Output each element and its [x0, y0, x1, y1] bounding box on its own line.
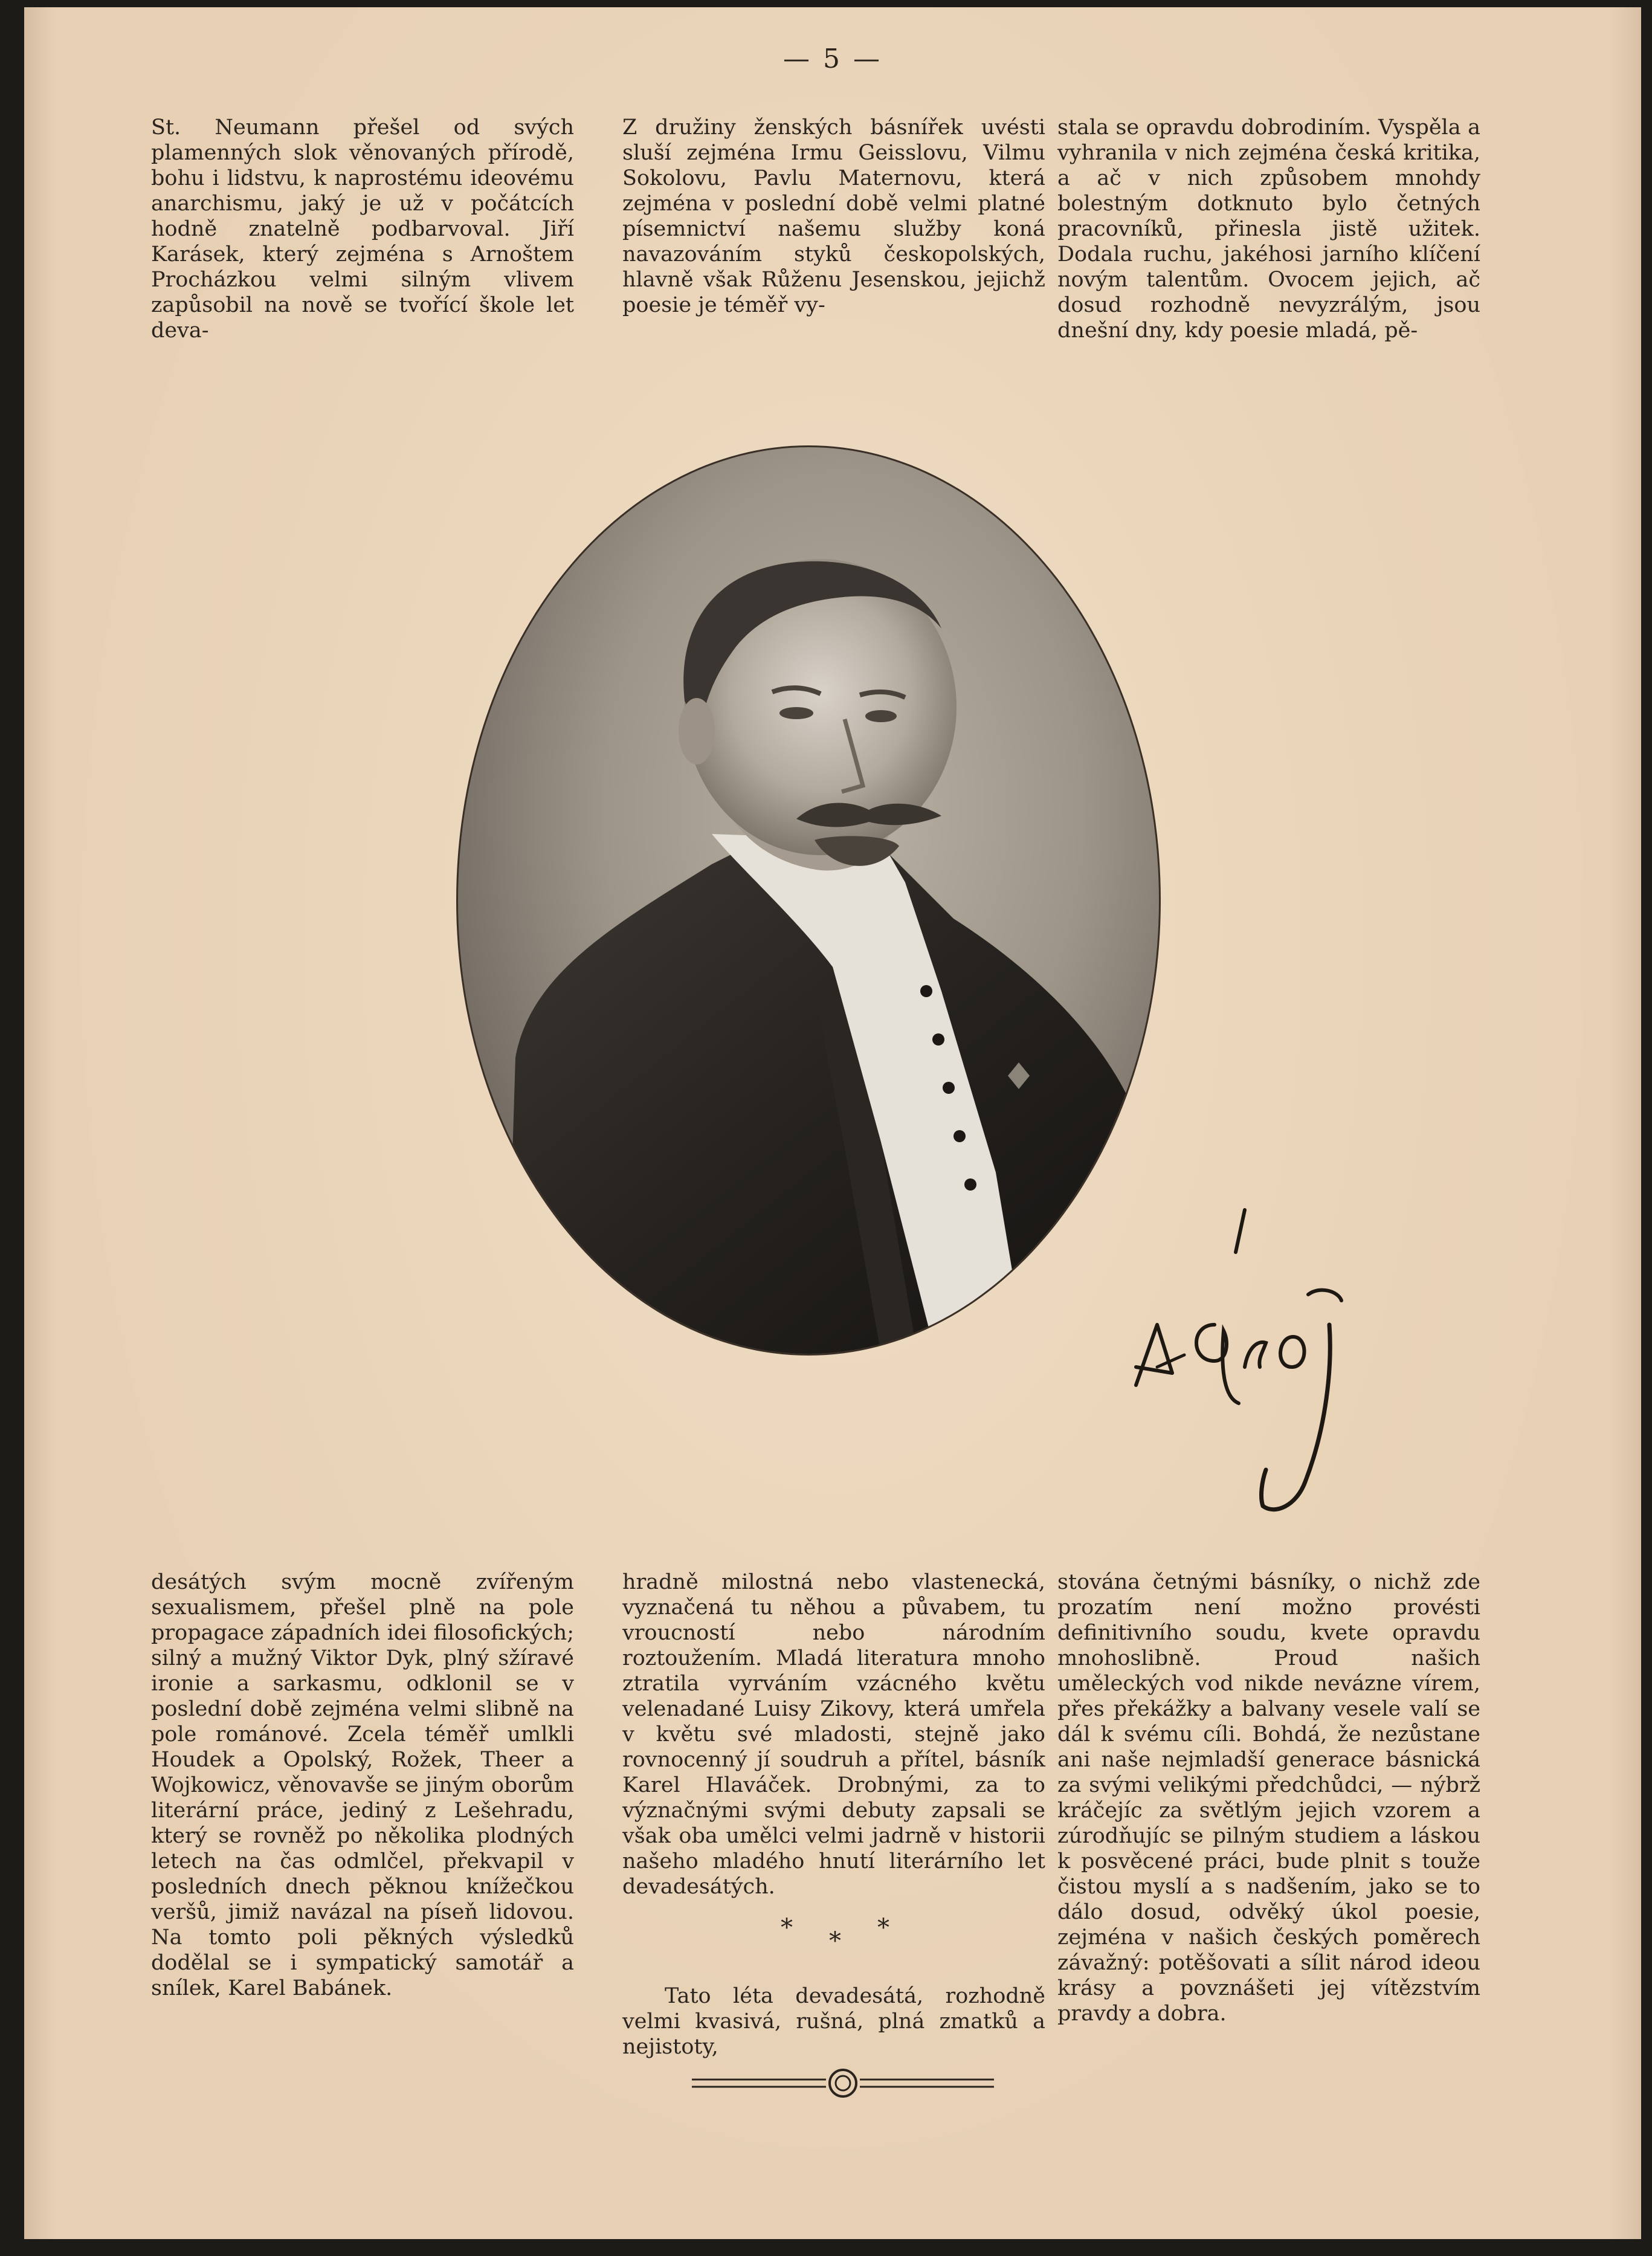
section-break-star: * [877, 1914, 889, 1942]
paragraph: Z družiny ženských básnířek uvésti sluší zejména Irmu Geisslovu, Vilmu Sokolovu, Pavlu Maternovu, která zejména v poslední době velmi platné písemnictví našemu služby koná navazováním styků českopolských, hlavně však Růženu Jesenskou, jejichž poesie je téměř vy- [622, 115, 1045, 317]
paragraph: desátých svým mocně zvířeným sexualismem, přešel plně na pole propagace západních idei filosofických; silný a mužný Viktor Dyk, plný sžíravé ironie a sarkasmu, odklonil se v poslední době zejména velmi slibně na pole románové. Zcela téměř umlkli Houdek a Opolský, Rožek, Theer a Wojkowicz, věnovavše se jiným oborům literární práce, jediný z Lešehradu, který se rovněž po několika plodných letech na čas odmlčel, překvapil v posledních dnech pěknou knížečkou veršů, jimiž navázal na píseň lidovou. Na tomto poli pěkných výsledků dodělal se i sympatický samotář a snílek, Karel Babánek. [151, 1570, 574, 2000]
end-ornament [686, 2065, 1000, 2101]
section-break-star: * [781, 1914, 793, 1942]
paragraph: hradně milostná nebo vlastenecká, vyznačená tu něhou a půvabem, tu vroucností nebo národním roztoužením. Mladá literatura mnoho ztratila vyrváním vzácného květu velenadané Luisy Zikovy, která umřela v květu své mladosti, stejně jako rovnocenný jí soudruh a přítel, básník Karel Hlaváček. Drobnými, za to význačnými svými debuty zapsali se však oba umělci velmi jadrně v historii našeho mladého hnutí literárního let devadesátých. [622, 1570, 1045, 1899]
top-column-1 [151, 115, 574, 357]
bottom-column-2 [622, 1569, 1045, 2041]
paragraph: St. Neumann přešel od svých plamenných slok věnovaných přírodě, bohu i lidstvu, k naprostému ideovému anarchismu, jaký je už v počátcích hodně znatelně podbarvoval. Jiří Karásek, který zejména s Arnoštem Procházkou velmi silným vlivem zapůsobil na nově se tvořící škole let deva- [151, 115, 574, 343]
top-column-3 [1057, 115, 1480, 357]
portrait-photo [456, 445, 1161, 1356]
bottom-column-3 [1057, 1569, 1480, 2041]
paragraph: Tato léta devadesátá, rozhodně velmi kvasivá, rušná, plná zmatků a nejistoty, [622, 1984, 1045, 2059]
bottom-column-2-continued [622, 1983, 1045, 2059]
section-break [622, 1914, 1045, 1968]
top-column-2 [622, 115, 1045, 357]
magazine-page [24, 7, 1641, 2239]
bottom-column-1 [151, 1569, 574, 2041]
signature [1100, 1186, 1390, 1536]
portrait-illustration [458, 447, 1159, 1354]
section-break-star: * [829, 1927, 841, 1955]
page-number: — 5 — [783, 44, 882, 74]
paragraph: stala se opravdu dobrodiním. Vyspěla a vyhranila v nich zejména česká kritika, a ač v nich způsobem mnohdy bolestným dotknuto bylo četných pracovníků, přinesla jistě užitek. Dodala ruchu, jakéhosi jarního klíčení novým talentům. Ovocem jejich, ač dosud rozhodně nevyzrálým, jsou dnešní dny, kdy poesie mladá, pě- [1057, 115, 1480, 343]
paragraph: stována četnými básníky, o nichž zde prozatím není možno provésti definitivního soudu, kvete opravdu mnohoslibně. Proud našich uměleckých vod nikde nevázne vírem, přes překážky a balvany vesele valí se dál k svému cíli. Bohdá, že nezůstane ani naše nejmladší generace básnická za svými velikými předchůdci, — nýbrž kráčejíc za světlým jejich vzorem a zúrodňujíc se pilným studiem a láskou k posvěcené práci, bude plnit s touže čistou myslí a s nadšením, jako se to dálo dosud, odvěký úkol poesie, zejména v našich českých poměrech závažný: potěšovati a sílit národ ideou krásy a povznášeti jej vítězstvím pravdy a dobra. [1057, 1570, 1480, 2026]
